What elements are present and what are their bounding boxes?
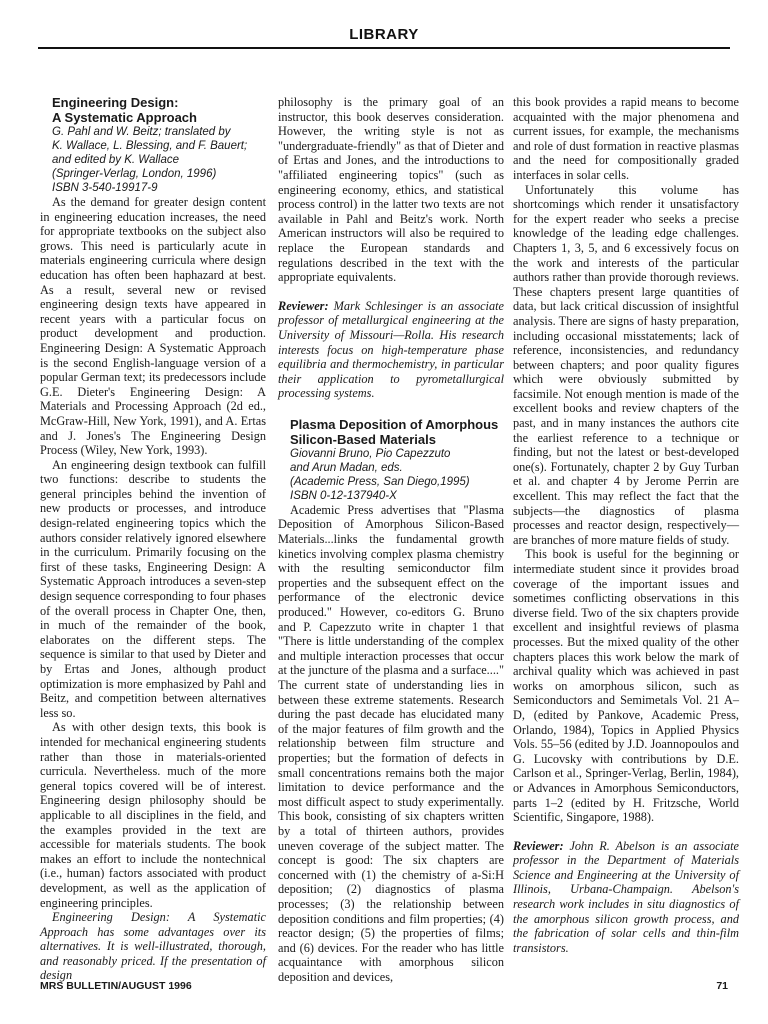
review2-paragraph-1-end: this book provides a rapid means to become acquainted with the major phenomena and current issues, for example, the mechanisms and role of dust formation in reactive plasmas and the need for compositionally graded interfaces in solar cells. xyxy=(513,95,739,182)
review2-reviewer-label: Reviewer: xyxy=(513,838,564,853)
review2-isbn: ISBN 0-12-137940-X xyxy=(290,489,397,502)
review2-title-line1: Plasma Deposition of Amorphous xyxy=(290,416,499,432)
review1-paragraph-2: An engineering design textbook can fulfill two functions: describe to students the general principles behind the invention of new products or processes, and introduce design-related engineering topics which the authors consider relatively ignored elsewhere in the curriculum. Primarily focusing on the first of these tasks, Engineering Design: A Systematic Approach introduces a seven-step design sequence corresponding to four phases of the overall process in Chapter One, then, in much of the remainder of the book, elaborates on the different steps. The sequence is similar to that used by Dieter and by Ertas and Jones, although product optimization is more emphasized by Pahl and Beitz, and competition between alternatives less so. xyxy=(40,457,266,720)
review1-reviewer-label: Reviewer: xyxy=(278,298,329,313)
review1-editor: and edited by K. Wallace xyxy=(52,154,180,166)
review1-reviewer-text: Mark Schlesinger is an associate professor of metallurgical engineering at the University of Missouri—Rolla. His research interests focus on high-temperature phase equilibria and thermochemistry, in particular their application to pyrometallurgical processing systems. xyxy=(278,298,504,401)
review2-header xyxy=(278,417,504,503)
review1-authors: G. Pahl and W. Beitz; translated by xyxy=(52,126,231,138)
header-rule xyxy=(38,47,730,49)
review2-paragraph-2: Unfortunately this volume has shortcomings which render it unsatisfactory for the expert reader who seeks a precise knowledge of the leading edge challenges. Chapters 1, 3, 5, and 6 excessively focus on the work and interests of the particular authors rather than provide thorough reviews. These chapters present large quantities of data, but lack critical discussion of insightful analysis. There are signs of hasty preparation, including occasional misstatements; lack of reference, inconsistencies, and redundancy between chapters; and poor quality figures which were obviously submitted by facsimile. Not enough mention is made of the excellent books and review chapters of the past, and in many instances the authors cite the earliest reference to a technique or finding, but not the latest or best-developed one(s). Fortunately, chapter 2 by Guy Turban et al. and chapter 4 by Jerome Perrin are excellent. This may reflect the fact that the subjects—the diagnostics of plasma processes and reactor design, respectively—are branches of more mature fields of study. xyxy=(513,182,739,547)
review1-paragraph-3: As with other design texts, this book is intended for mechanical engineering students rather than those in materials-oriented curricula. Nevertheless. much of the more general topics covered will be of interest. Engineering design philosophy should be applicable to all disciplines in the field, and the examples provided in the text are accessible for materials students. The book makes an effort to include the nontechnical (i.e., human) factors associated with product development, as well as the application of engineering principles. xyxy=(40,720,266,910)
review1-publisher: (Springer-Verlag, London, 1996) xyxy=(52,168,217,180)
footer-journal: MRS BULLETIN/AUGUST 1996 xyxy=(40,980,192,992)
review2-reviewer-bio xyxy=(513,839,739,956)
footer-page-number: 71 xyxy=(716,980,728,992)
review2-authors-2: and Arun Madan, eds. xyxy=(290,461,403,474)
review1-title-line1: Engineering Design: xyxy=(52,95,179,110)
review1-title-line2: A Systematic Approach xyxy=(52,110,197,125)
section-title: LIBRARY xyxy=(349,26,419,43)
review1-isbn: ISBN 3-540-19917-9 xyxy=(52,182,158,194)
review1-reviewer-bio xyxy=(278,299,504,401)
review2-authors: Giovanni Bruno, Pio Capezzuto xyxy=(290,447,451,460)
review2-publisher: (Academic Press, San Diego,1995) xyxy=(290,475,470,488)
review1-paragraph-1: As the demand for greater design content in engineering education increases, the need for appropriate textbooks on the subject also grows. This need is particularly acute in materials engineering curricula where design education has often been haphazard at best. As a result, several new or revised engineering design texts have appeared in recent years with a particular focus on product development and production. Engineering Design: A Systematic Approach is the second English-language version of a popular German text; its predecessors include G.E. Dieter's Engineering Design: A Materials and Processing Approach (2d ed., McGraw-Hill, New York, 1991), and A. Ertas and J. Jones's The Engineering Design Process (Wiley, New York, 1993). xyxy=(40,195,266,458)
review1-paragraph-4-start: Engineering Design: A Systematic Approach has some advantages over its alternatives. It is well-illustrated, thorough, and reasonably priced. If the presentation of design xyxy=(40,910,266,983)
column-3 xyxy=(513,95,739,955)
review1-paragraph-4-end: philosophy is the primary goal of an instructor, this book deserves consideration. However, the writing style is not as "undergraduate-friendly" as that of Dieter and of Ertas and Jones, and the introductions to "affiliated engineering topics" (such as engineering economy, ethics, and statistical process control) in the latter two texts are not available in Pahl and Beitz's work. North American instructors will also be required to replace the European standards and regulations described in the text with the appropriate equivalents. xyxy=(278,95,504,285)
review1-translators: K. Wallace, L. Blessing, and F. Bauert; xyxy=(52,140,248,152)
review2-paragraph-1-start: Academic Press advertises that "Plasma Deposition of Amorphous Silicon-Based Materials...links the fundamental growth kinetics involving complex plasma chemistry with the resulting semiconductor film properties and the subsequent effect on the performance of the electronic device produced." However, co-editors G. Bruno and P. Capezzuto write in chapter 1 that "There is little understanding of the complex and multiple interaction processes that occur at the juncture of the plasma and a surface...." The current state of understanding lies in between these extreme statements. Research during the past decade has elucidated many of the major features of film growth and the relationship between film structure and properties; but the formation of defects in small concentrations remains both the major limitation to device performance and the most difficult aspect to study experimentally. This book, consisting of six chapters written by a total of thirteen authors, provides uneven coverage of the subject matter. The concept is good: The six chapters are concerned with (1) the chemistry of a-Si:H deposition; (2) diagnostics of plasma processes; (3) the relationship between deposition conditions and film properties; (4) reactor design; (5) the properties of films; and (6) devices. For the reader who has little acquaintance with amorphous silicon deposition and devices, xyxy=(278,502,504,984)
column-2 xyxy=(278,95,504,984)
review2-paragraph-3: This book is useful for the beginning or intermediate student since it provides broad coverage of the important issues and sometimes conflicting observations in this diverse field. Two of the six chapters provide excellent and insightful reviews of plasma processes. But the mixed quality of the other chapters places this work below the mark of archival quality which was achieved in past works on amorphous silicon, such as Semiconductors and Semimetals Vol. 21 A–D, (edited by Pankove, Academic Press, Orlando, 1984), Topics in Applied Physics Vols. 55–56 (edited by J.D. Joannopoulos and G. Lucovsky with contributions by D.E. Carlson et al., Springer-Verlag, Berlin, 1984), or Advances in Amorphous Semiconductors, parts 1–2 (edited by H. Fritzsche, World Scientific, Singapore, 1988). xyxy=(513,547,739,825)
review2-title-line2: Silicon-Based Materials xyxy=(290,431,436,447)
column-1 xyxy=(40,95,266,983)
review2-reviewer-text: John R. Abelson is an associate professor in the Department of Materials Science and Engineering at the University of Illinois, Urbana-Champaign. Abelson's research work includes in situ diagnostics of the amorphous silicon growth process, and the fabrication of solar cells and thin-film transistors. xyxy=(513,838,739,955)
